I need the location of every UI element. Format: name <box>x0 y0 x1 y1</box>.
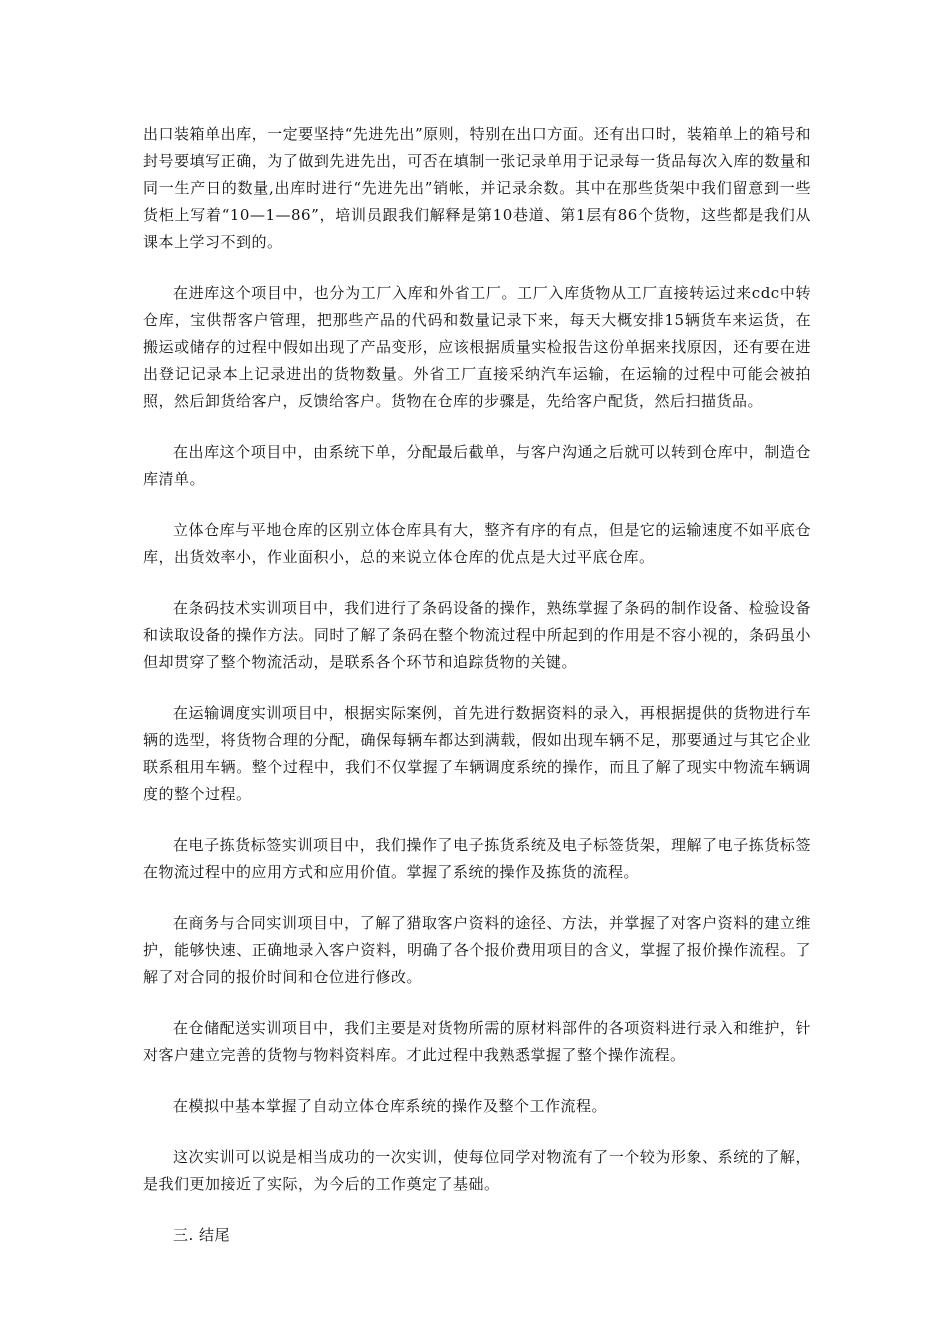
document-body <box>143 121 811 1249</box>
paragraph-8: 在商务与合同实训项目中，了解了猎取客户资料的途径、方法，并掌握了对客户资料的建立维护，能够快速、正确地录入客户资料，明确了各个报价费用项目的含义，掌握了报价操作流程。了解了对合同的报价时间和仓位进行修改。 <box>143 914 811 986</box>
paragraph-3: 在出库这个项目中，由系统下单，分配最后截单，与客户沟通之后就可以转到仓库中，制造仓库清单。 <box>143 443 811 488</box>
paragraph-6: 在运输调度实训项目中，根据实际案例，首先进行数据资料的录入，再根据提供的货物进行车辆的选型，将货物合理的分配，确保每辆车都达到满载，假如出现车辆不足，那要通过与其它企业联系租用车辆。整个过程中，我们不仅掌握了车辆调度系统的操作，而且了解了现实中物流车辆调度的整个过程。 <box>143 704 811 803</box>
paragraph-1: 出口装箱单出库，一定要坚持“先进先出”原则，特别在出口方面。还有出口时，装箱单上的箱号和封号要填写正确，为了做到先进先出，可否在填制一张记录单用于记录每一货品每次入库的数量和同一生产日的数量,出库时进行“先进先出”销帐，并记录余数。其中在那些货架中我们留意到一些货柜上写着“10—1—86”，培训员跟我们解释是第10巷道、第1层有86个货物，这些都是我们从课本上学习不到的。 <box>143 125 811 251</box>
paragraph-4: 立体仓库与平地仓库的区别立体仓库具有大，整齐有序的有点，但是它的运输速度不如平底仓库，出货效率小，作业面积小，总的来说立体仓库的优点是大过平底仓库。 <box>143 521 811 566</box>
paragraph-7: 在电子拣货标签实训项目中，我们操作了电子拣货系统及电子标签货架，理解了电子拣货标签在物流过程中的应用方式和应用价值。掌握了系统的操作及拣货的流程。 <box>143 836 811 881</box>
paragraph-9: 在仓储配送实训项目中，我们主要是对货物所需的原材料部件的各项资料进行录入和维护，针对客户建立完善的货物与物料资料库。才此过程中我熟悉掌握了整个操作流程。 <box>143 1019 811 1064</box>
section-heading: 三. 结尾 <box>173 1226 231 1244</box>
paragraph-5: 在条码技术实训项目中，我们进行了条码设备的操作，熟练掌握了条码的制作设备、检验设备和读取设备的操作方法。同时了解了条码在整个物流过程中所起到的作用是不容小视的，条码虽小但却贯穿了整个物流活动，是联系各个环节和追踪货物的关键。 <box>143 599 811 671</box>
paragraph-2: 在进库这个项目中，也分为工厂入库和外省工厂。工厂入库货物从工厂直接转运过来cdc中转仓库，宝供帮客户管理，把那些产品的代码和数量记录下来，每天大概安排15辆货车来运货，在搬运或储存的过程中假如出现了产品变形，应该根据质量实检报告这份单据来找原因，还有要在进出登记记录本上记录进出的货物数量。外省工厂直接采纳汽车运输，在运输的过程中可能会被拍照，然后卸货给客户，反馈给客户。货物在仓库的步骤是，先给客户配货，然后扫描货品。 <box>143 284 811 410</box>
paragraph-10: 在模拟中基本掌握了自动立体仓库系统的操作及整个工作流程。 <box>173 1097 608 1115</box>
paragraph-11: 这次实训可以说是相当成功的一次实训，使每位同学对物流有了一个较为形象、系统的了解，是我们更加接近了实际，为今后的工作奠定了基础。 <box>143 1148 811 1193</box>
